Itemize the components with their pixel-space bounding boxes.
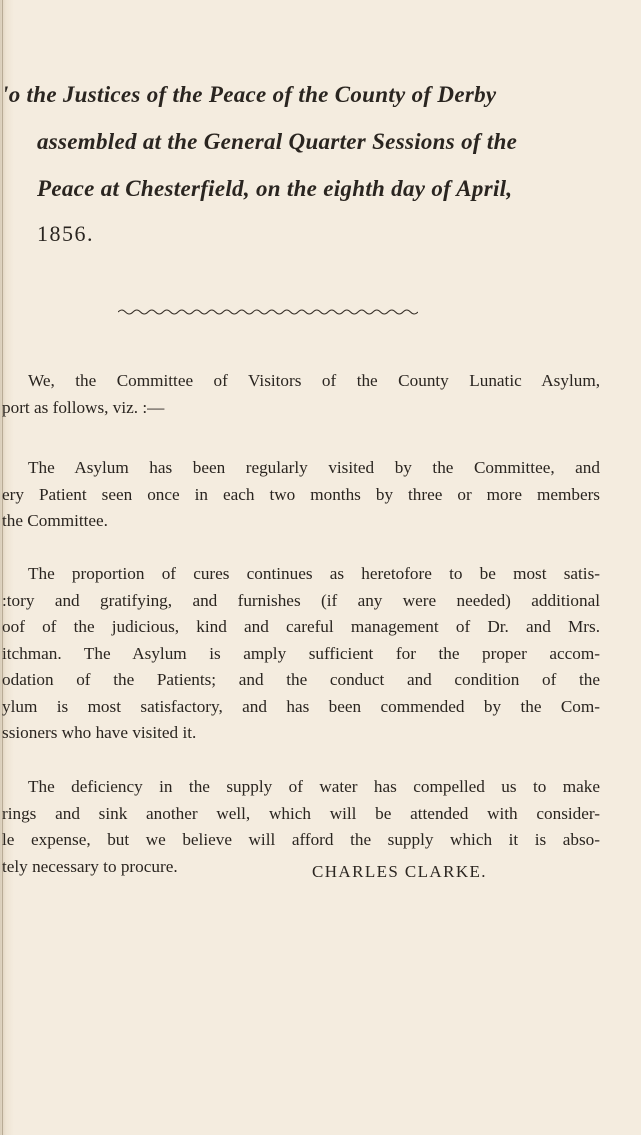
paragraph-line: the Committee. xyxy=(2,511,108,530)
paragraph-water-supply xyxy=(0,774,600,880)
address-heading-line-3: Peace at Chesterfield, on the eighth day of April, xyxy=(37,176,513,201)
paragraph-line: The proportion of cures continues as heretofore to be most satis- xyxy=(28,564,600,583)
paragraph-line: odation of the Patients; and the conduct and condition of the xyxy=(2,670,600,689)
paragraph-line: oof of the judicious, kind and careful management of Dr. and Mrs. xyxy=(2,617,600,636)
paragraph-line: ssioners who have visited it. xyxy=(2,723,197,742)
paragraph-line: tely necessary to procure. xyxy=(2,856,178,876)
paragraph-line: :tory and gratifying, and furnishes (if any were needed) additional xyxy=(2,590,600,610)
paragraph-line: itchman. The Asylum is amply sufficient for the proper accom- xyxy=(2,643,600,663)
paragraph-line: ery Patient seen once in each two months by three or more members xyxy=(2,484,600,504)
address-heading-year: 1856. xyxy=(37,221,94,246)
paragraph-line: The deficiency in the supply of water has compelled us to make xyxy=(28,777,600,796)
paragraph-line: We, the Committee of Visitors of the County Lunatic Asylum, xyxy=(28,371,600,390)
paragraph-line: The Asylum has been regularly visited by the Committee, and xyxy=(28,458,600,477)
address-heading-line-2: assembled at the General Quarter Sessions of the xyxy=(37,129,518,154)
paragraph-cures xyxy=(0,561,600,747)
paragraph-line: ylum is most satisfactory, and has been commended by the Com- xyxy=(2,696,600,716)
decorative-wavy-rule xyxy=(118,306,418,318)
paragraph-line: rings and sink another well, which will be attended with consider- xyxy=(2,803,600,823)
paragraph-line: le expense, but we believe will afford the supply which it is abso- xyxy=(2,830,600,849)
address-heading-line-1: 'o the Justices of the Peace of the County of Derby xyxy=(2,82,497,107)
paragraph-line: port as follows, viz. :— xyxy=(2,397,165,417)
paragraph-report-intro xyxy=(0,368,600,421)
signature: CHARLES CLARKE. xyxy=(312,862,487,881)
paragraph-visits xyxy=(0,455,600,535)
